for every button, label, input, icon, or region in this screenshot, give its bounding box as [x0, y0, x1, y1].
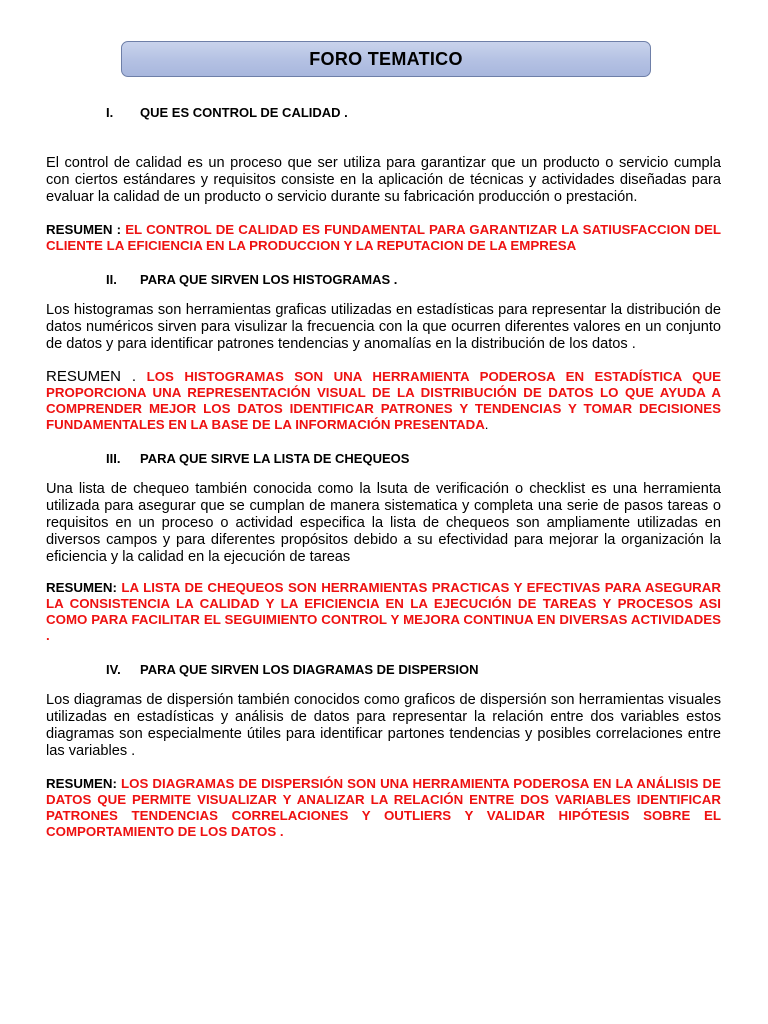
section-heading-2	[46, 272, 721, 288]
section-heading-1	[46, 105, 721, 121]
resumen-text: EL CONTROL DE CALIDAD ES FUNDAMENTAL PARA GARANTIZAR LA SATIUSFACCION DEL CLIENTE LA EFICIENCIA EN LA PRODUCCION Y LA REPUTACION DE LA EMPRESA	[46, 222, 721, 253]
section-body-1: El control de calidad es un proceso que ser utiliza para garantizar que un producto o servicio cumpla con ciertos estándares y requisitos consiste en la aplicación de técnicas y actividades diseñadas para evaluar la calidad de un producto o servicio durante su fabricación producción o prestación.	[46, 155, 721, 205]
section-number: III.	[106, 451, 121, 466]
resumen-text: LOS HISTOGRAMAS SON UNA HERRAMIENTA PODEROSA EN ESTADÍSTICA QUE PROPORCIONA UNA REPRESENTACIÓN VISUAL DE LA DISTRIBUCIÓN DE DATOS LO QUE AYUDA A COMPRENDER MEJOR LOS DATOS IDENTIFICAR PATRONES Y TENDENCIAS Y TOMAR DECISIONES FUNDAMENTALES EN LA BASE DE LA INFORMACIÓN PRESENTADA	[46, 369, 721, 432]
section-body-2: Los histogramas son herramientas graficas utilizadas en estadísticas para representar la distribución de datos numéricos sirven para visulizar la frecuencia con la que ocurren diferentes valores en un conjunto de datos y para identificar patrones tendencias y anomalías en la distribución de los datos .	[46, 302, 721, 352]
section-number: II.	[106, 272, 117, 287]
resumen-label: RESUMEN :	[46, 222, 122, 237]
resumen-label: RESUMEN:	[46, 580, 117, 595]
resumen-label: RESUMEN .	[46, 368, 137, 385]
section-body-4: Los diagramas de dispersión también conocidos como graficos de dispersión son herramientas visuales utilizadas en estadísticas y análisis de datos para representar la relación entre dos variables estos diagramas son especialmente útiles para identificar partones tendencias y posibles correlaciones entre las variables .	[46, 692, 721, 759]
section-heading-text: PARA QUE SIRVEN LOS HISTOGRAMAS .	[140, 272, 398, 287]
section-heading-text: QUE ES CONTROL DE CALIDAD .	[140, 105, 348, 120]
section-resumen-2	[46, 369, 721, 433]
document-body	[46, 105, 721, 840]
page-title: FORO TEMATICO	[309, 48, 463, 69]
section-resumen-1	[46, 222, 721, 254]
resumen-text: LA LISTA DE CHEQUEOS SON HERRAMIENTAS PRACTICAS Y EFECTIVAS PARA ASEGURAR LA CONSISTENCIA LA CALIDAD Y LA EFICIENCIA EN LA EJECUCIÓN DE TAREAS Y PROCESOS ASI COMO PARA FACILITAR EL SEGUIMIENTO CONTROL Y MEJORA CONTINUA EN DIVERSAS ACTIVIDADES .	[46, 580, 721, 643]
resumen-tail: .	[484, 417, 489, 432]
section-heading-4	[46, 662, 721, 678]
section-resumen-4	[46, 776, 721, 840]
section-heading-3	[46, 451, 721, 467]
section-number: IV.	[106, 662, 121, 677]
section-body-3: Una lista de chequeo también conocida como la lsuta de verificación o checklist es una herramienta utilizada para asegurar que se cumplan de manera sistematica y completa una serie de pasos tareas o requisitos en un proceso o actividad especifica la lista de chequeos son ampliamente utilizadas en diversos campos y para diferentes propósitos debido a su efectividad para mejorar la organización la eficiencia y la calidad en la ejecución de tareas	[46, 481, 721, 565]
section-number: I.	[106, 105, 114, 120]
resumen-text: LOS DIAGRAMAS DE DISPERSIÓN SON UNA HERRAMIENTA PODEROSA EN LA ANÁLISIS DE DATOS QUE PERMITE VISUALIZAR Y ANALIZAR LA RELACIÓN ENTRE DOS VARIABLES IDENTIFICAR PATRONES TENDENCIAS CORRELACIONES Y OUTLIERS Y VALIDAR HIPÓTESIS SOBRE EL COMPORTAMIENTO DE LOS DATOS .	[46, 776, 721, 839]
section-heading-text: PARA QUE SIRVE LA LISTA DE CHEQUEOS	[140, 451, 410, 466]
title-banner	[121, 41, 651, 77]
section-resumen-3	[46, 580, 721, 644]
resumen-label: RESUMEN:	[46, 776, 117, 791]
section-heading-text: PARA QUE SIRVEN LOS DIAGRAMAS DE DISPERSION	[140, 662, 479, 677]
